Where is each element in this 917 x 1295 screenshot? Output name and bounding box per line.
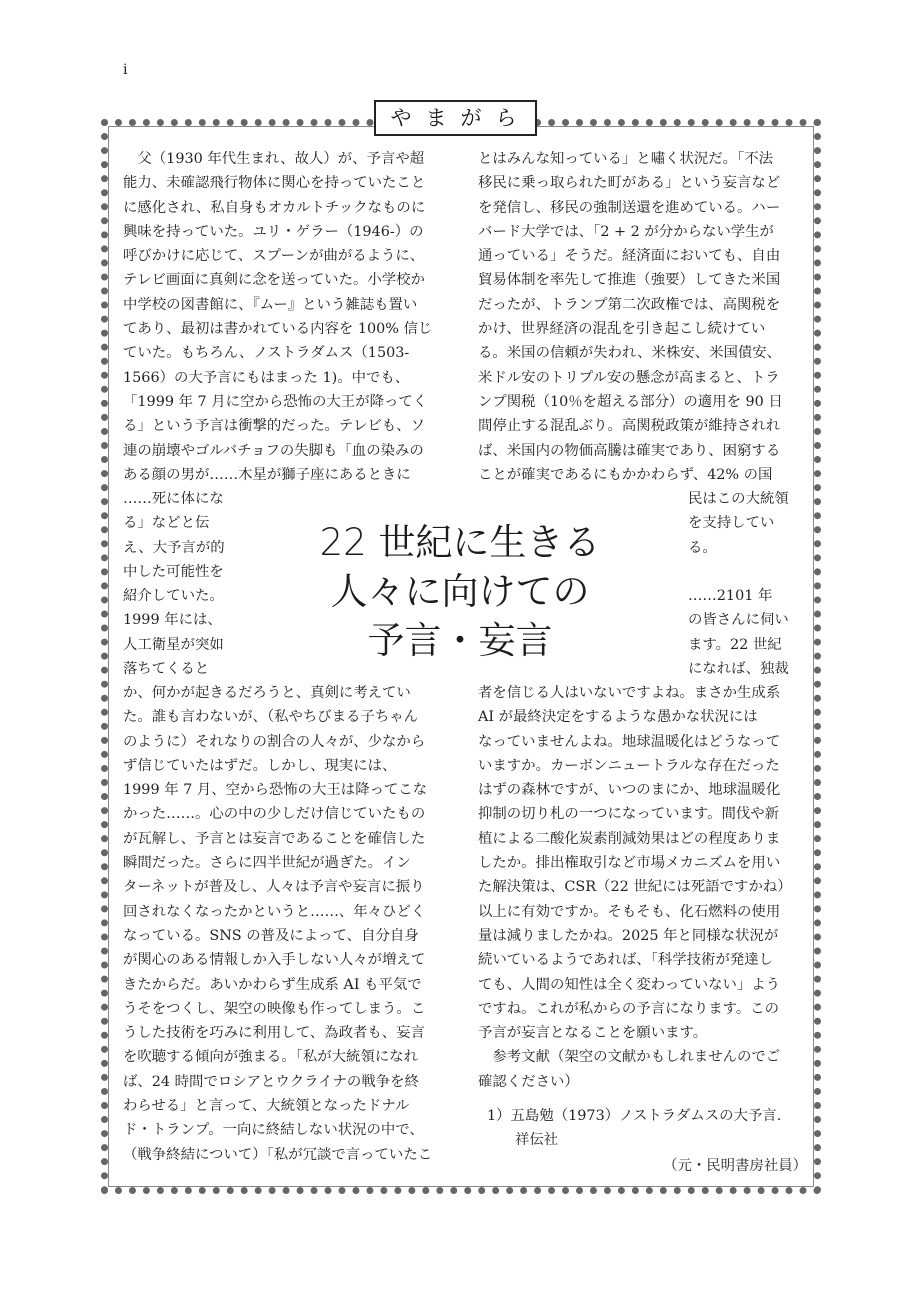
text-line: とはみんな知っている」と嘯く状況だ。「不法 (478, 151, 774, 167)
text-line: が瓦解し、予言とは妄言であることを確信した (123, 830, 426, 847)
text-line: 「1999 年 7 月に空から恐怖の大王が降ってく (123, 393, 428, 410)
text-line: 能力、未確認飛行物体に関心を持っていたこと (123, 175, 426, 192)
text-line: が関心のある情報しか入手しない人々が増えて (123, 952, 426, 969)
text-line: ……2101 年 (688, 588, 773, 604)
text-line: ば、米国内の物価高騰は確実であり、困窮する (478, 442, 781, 459)
page-number: i (123, 62, 128, 78)
text-line: る」という予言は衝撃的だった。テレビも、ソ (123, 418, 425, 435)
text-line: ……死に体にな (123, 491, 224, 507)
column-header: やまがら (374, 100, 537, 136)
text-line: 量は減りましたかね。2025 年と同様な状況が (478, 927, 779, 944)
reference-line-2: 祥伝社 (515, 1132, 559, 1149)
text-line: ンプ関税（10％を超える部分）の適用を 90 日 (478, 393, 783, 410)
text-line: る。米国の信頼が失われ、米株安、米国債安、 (478, 345, 782, 362)
text-line: かけ、世界経済の混乱を引き起こし続けてい (478, 321, 766, 338)
right-column-narrow-a (688, 487, 798, 560)
text-line: ば、24 時間でロシアとウクライナの戦争を終 (123, 1073, 419, 1090)
text-line: 確認ください） (478, 1073, 579, 1090)
text-line: したか。排出権取引など市場メカニズムを用い (478, 855, 781, 872)
title-line-3: 予言・妄言 (367, 619, 553, 662)
text-line: なっている。SNS の普及によって、自分自身 (123, 927, 419, 944)
text-line: る。 (688, 539, 717, 556)
text-line: いますか。カーボンニュートラルな存在だった (478, 757, 780, 774)
author-signature: （元・民明書房社員） (663, 1158, 807, 1174)
text-line: 米ドル安のトリプル安の懸念が高まると、トラ (478, 369, 780, 386)
text-line: 父（1930 年代生まれ、故人）が、予言や超 (123, 151, 425, 167)
text-line: 紹介していた。 (123, 588, 224, 605)
text-line: はずの森林ですが、いつのまにか、地球温暖化 (478, 782, 781, 799)
title-line-1: 22 世紀に生きる (319, 521, 601, 564)
text-line: ていた。もちろん、ノストラダムス（1503- (123, 345, 410, 362)
text-line: 中学校の図書館に、『ムー』という雑誌も置い (123, 296, 418, 313)
text-line: か、何かが起きるだろうと、真剣に考えてい (123, 685, 411, 701)
text-line: 抑制の切り札の一つになっています。間伐や新 (478, 806, 780, 823)
text-line: うした技術を巧みに利用して、為政者も、妄言 (123, 1025, 425, 1042)
right-column-narrow-b (688, 584, 798, 681)
text-line: 以上に有効ですか。そもそも、化石燃料の使用 (478, 903, 781, 920)
text-line: ある顔の男が……木星が獅子座にあるときに (123, 466, 411, 483)
text-line: 呼びかけに応じて、スプーンが曲がるように、 (123, 248, 425, 265)
reference-line-1: 1）五島勉（1973）ノストラダムスの大予言. (487, 1108, 782, 1124)
text-line: 貿易体制を率先して推進（強要）してきた米国 (478, 272, 781, 289)
text-line: てあり、最初は書かれている内容を 100% 信じ (123, 321, 433, 338)
text-line: を吹聴する傾向が強まる。「私が大統領になれ (123, 1049, 419, 1066)
text-line: の皆さんに伺い (688, 612, 789, 629)
text-line: ても、人間の知性は全く変わっていない」よう (478, 976, 781, 993)
text-line: に感化され、私自身もオカルトチックなものに (123, 199, 426, 216)
text-line: 1999 年 7 月、空から恐怖の大王は降ってこな (123, 782, 428, 799)
text-line: ド・トランプ。一向に終結しない状況の中で、 (123, 1122, 424, 1139)
text-line: ます。22 世紀 (688, 636, 782, 653)
text-line: 回されなくなったかというと……、年々ひどく (123, 903, 426, 920)
text-line: を発信し、移民の強制送還を進めている。ハー (478, 199, 781, 216)
left-column-bottom (123, 681, 441, 1167)
text-line: かった……。心の中の少しだけ信じていたもの (123, 806, 426, 823)
text-line: 者を信じる人はいないですよね。まさか生成系 (478, 685, 781, 701)
text-line: AI が最終決定をするような愚かな状況には (478, 709, 758, 726)
text-line: 1999 年には、 (123, 612, 222, 629)
text-line: 中した可能性を (123, 563, 224, 580)
text-line: になれば、独裁 (688, 660, 789, 677)
text-line: 植による二酸化炭素削減効果はどの程度ありま (478, 830, 781, 847)
text-line: ことが確実であるにもかかわらず、42% の国 (478, 466, 773, 483)
left-column-top (123, 147, 441, 487)
text-line: 瞬間だった。さらに四半世紀が過ぎた。イン (123, 855, 411, 872)
left-column-narrow (123, 487, 235, 681)
text-line: なっていませんよね。地球温暖化はどうなって (478, 733, 781, 750)
text-line: バード大学では、「2 + 2 が分からない学生が (478, 223, 774, 240)
text-line: うそをつくし、架空の映像も作ってしまう。こ (123, 1000, 426, 1017)
text-line: 興味を持っていた。ユリ・ゲラー（1946-）の (123, 223, 424, 240)
text-line: のように）それなりの割合の人々が、少なから (123, 733, 426, 750)
text-line: 続いているようであれば、「科学技術が発達し (478, 952, 774, 969)
text-line: 移民に乗っ取られた町がある」という妄言など (478, 175, 781, 192)
text-line: 間停止する混乱ぶり。高関税政策が維持されれ (478, 418, 781, 435)
text-line: わらせる」と言って、大統領となったドナル (123, 1098, 410, 1115)
text-line: 連の崩壊やゴルバチョフの失脚も「血の染みの (123, 442, 424, 459)
right-column-top (478, 147, 798, 487)
text-line: え、大予言が的 (123, 539, 225, 556)
text-line: 予言が妄言となることを願います。 (478, 1025, 708, 1042)
text-line: 人工衛星が突如 (123, 636, 224, 653)
text-line: 通っている」そうだ。経済面においても、自由 (478, 248, 781, 265)
text-line: 参考文献（架空の文献かもしれませんのでご (478, 1049, 781, 1066)
reference-entry (487, 1104, 807, 1153)
title-line-2: 人々に向けての (330, 570, 590, 613)
text-line: を支持してい (688, 515, 775, 532)
text-line: た解決策は、CSR（22 世紀には死語ですかね） (478, 879, 792, 896)
text-line: テレビ画面に真剣に念を送っていた。小学校か (123, 272, 425, 289)
text-line: （戦争終結について）「私が冗談で言っていたこ (123, 1146, 433, 1163)
text-line: 1566）の大予言にもはまった 1)。中でも、 (123, 369, 410, 386)
article-title (280, 518, 640, 665)
text-line: た。誰も言わないが、（私やちびまる子ちゃん (123, 709, 419, 726)
text-line: る」などと伝 (123, 515, 210, 532)
text-line: ターネットが普及し、人々は予言や妄言に振り (123, 879, 425, 896)
text-line: 落ちてくると (123, 661, 210, 678)
text-line: ず信じていたはずだ。しかし、現実には、 (123, 757, 397, 774)
text-line: だったが、トランプ第二次政権では、高関税を (478, 296, 781, 313)
text-line: ですね。これが私からの予言になります。この (478, 1000, 780, 1017)
right-column-bottom (478, 681, 798, 1094)
text-line: 民はこの大統領 (688, 491, 789, 507)
text-line: きたからだ。あいかわらず生成系 AI も平気で (123, 976, 422, 993)
